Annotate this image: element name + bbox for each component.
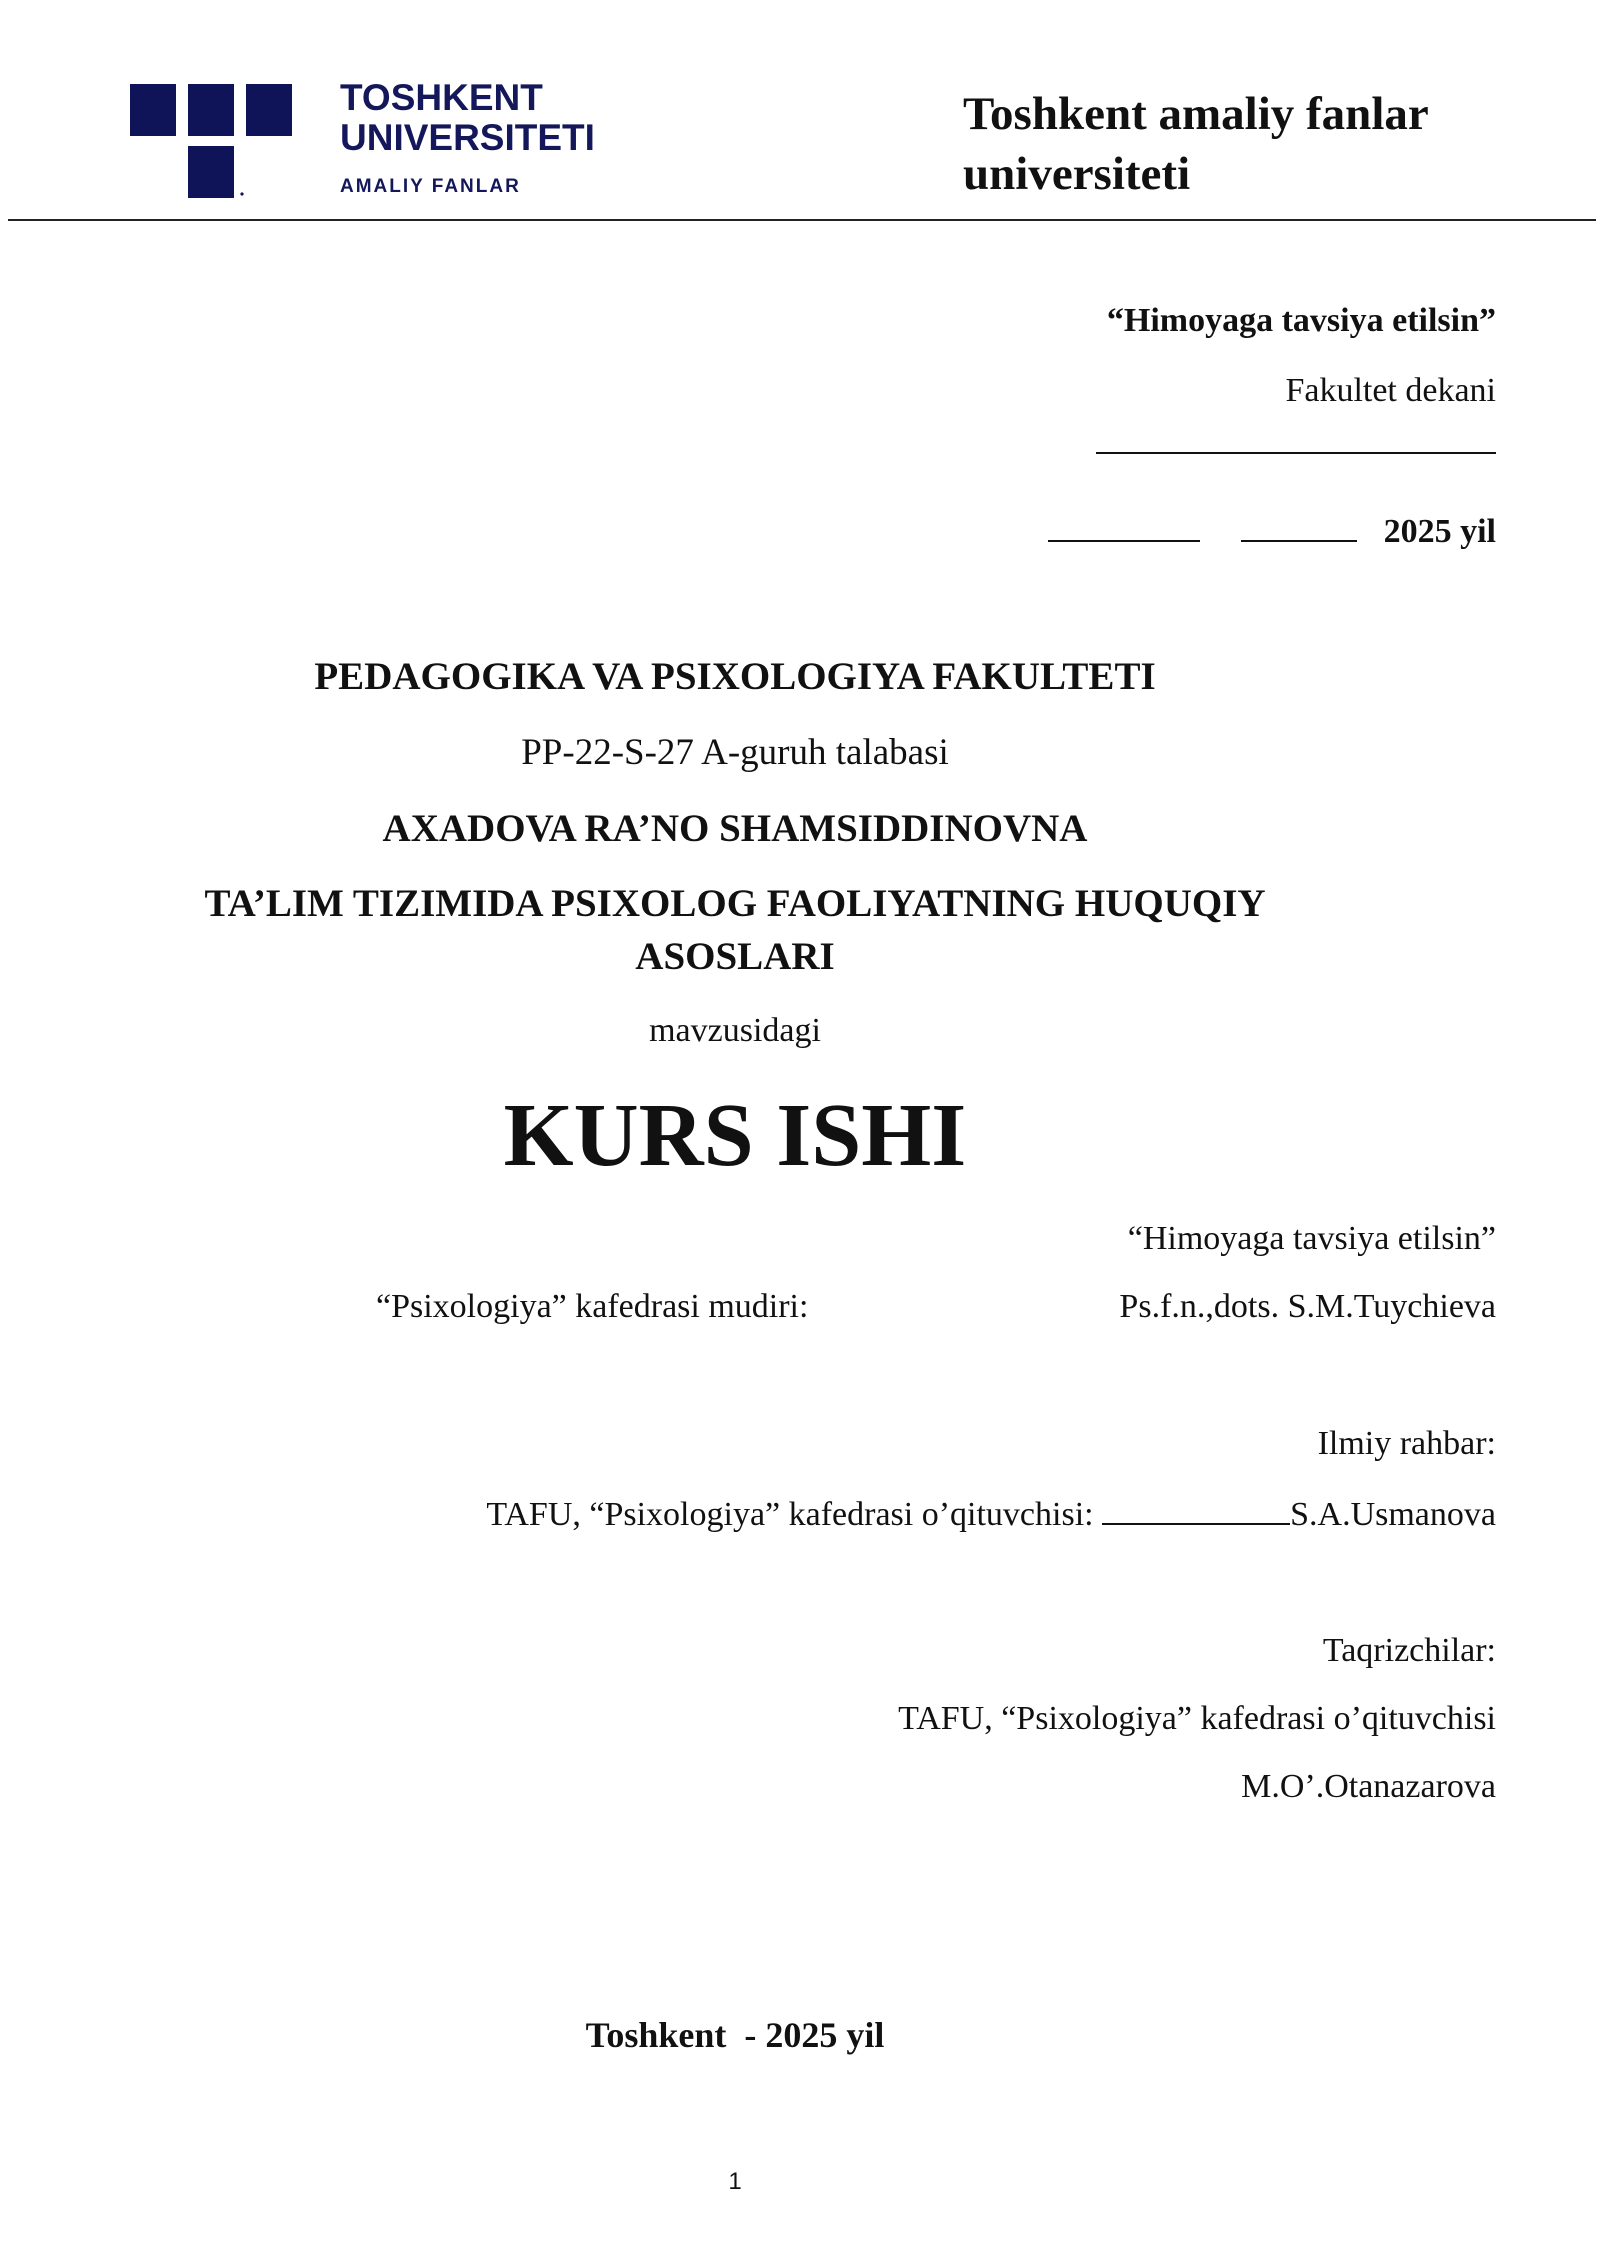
university-name: Toshkent amaliy fanlar universiteti (963, 88, 1428, 200)
signature-line (1096, 452, 1496, 454)
work-type-title: KURS ISHI (503, 1086, 967, 1185)
faculty-title: PEDAGOGIKA VA PSIXOLOGIYA FAKULTETI (314, 655, 1156, 698)
page-number: 1 (728, 2168, 742, 2195)
topic-line-2: ASOSLARI (635, 935, 835, 978)
logo-wordmark (340, 78, 595, 158)
day-blank (1048, 510, 1200, 542)
supervisor-line (486, 1493, 1496, 1534)
supervisor-name: S.A.Usmanova (1290, 1496, 1496, 1533)
supervisor-position: TAFU, “Psixologiya” kafedrasi o’qituvchisi: (486, 1496, 1094, 1533)
logo-line-1: TOSHKENT (340, 77, 543, 118)
city-year: Toshkent - 2025 yil (585, 2015, 885, 2055)
reviewer-position: TAFU, “Psixologiya” kafedrasi o’qituvchisi (898, 1700, 1496, 1737)
supervisor-signature-blank (1102, 1493, 1290, 1525)
approval-date-line (1048, 510, 1496, 551)
supervisor-label: Ilmiy rahbar: (1317, 1425, 1496, 1462)
approval-role: Fakultet dekani (1285, 372, 1496, 409)
logo-line-3: AMALIY FANLAR (340, 176, 521, 197)
student-group: PP-22-S-27 A-guruh talabasi (521, 732, 949, 773)
student-name: AXADOVA RA’NO SHAMSIDDINOVNA (382, 807, 1088, 850)
approval-title: “Himoyaga tavsiya etilsin” (1106, 302, 1496, 339)
logo-line-2: UNIVERSITETI (340, 117, 595, 158)
approval-year: 2025 yil (1383, 513, 1496, 550)
university-logo-mark (130, 82, 294, 200)
department-head-label: “Psixologiya” kafedrasi mudiri: (376, 1288, 809, 1325)
department-head-name: Ps.f.n.,dots. S.M.Tuychieva (1119, 1288, 1496, 1325)
department-recommend: “Himoyaga tavsiya etilsin” (1127, 1220, 1496, 1257)
header-divider (8, 219, 1596, 221)
topic-suffix: mavzusidagi (649, 1012, 821, 1049)
reviewer-name: M.O’.Otanazarova (1241, 1768, 1496, 1805)
reviewers-label: Taqrizchilar: (1322, 1632, 1496, 1669)
topic-line-1: TA’LIM TIZIMIDA PSIXOLOG FAOLIYATNING HUQUQIY (204, 882, 1266, 925)
month-blank (1241, 510, 1357, 542)
